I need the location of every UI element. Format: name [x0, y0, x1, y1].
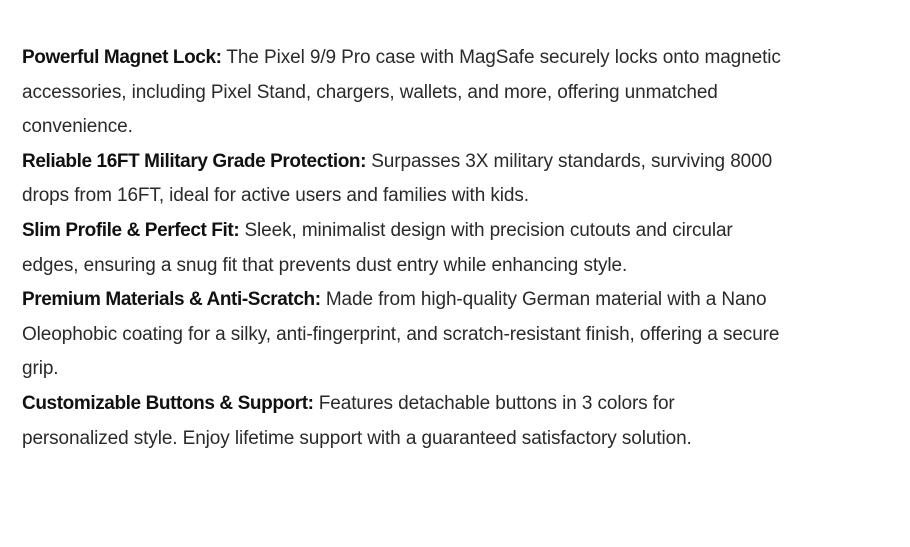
feature-item-magnet-lock — [22, 41, 782, 145]
feature-description: Made from high-quality German material with a Nano Oleophobic coating for a silky, anti-fingerprint, and scratch-resistant finish, offering a secure grip. — [22, 289, 780, 380]
feature-description: Features detachable buttons in 3 colors for personalized style. Enjoy lifetime support with a guaranteed satisfactory solution. — [22, 392, 692, 449]
feature-title: Powerful Magnet Lock: — [22, 47, 222, 68]
feature-item-buttons-support — [22, 387, 782, 456]
feature-title: Premium Materials & Anti-Scratch: — [22, 289, 321, 311]
feature-item-materials — [22, 283, 782, 387]
feature-description: The Pixel 9/9 Pro case with MagSafe securely locks onto magnetic accessories, including Pixel Stand, chargers, wallets, and more, offering unmatched convenience. — [22, 47, 781, 138]
feature-title: Reliable 16FT Military Grade Protection: — [22, 150, 367, 172]
feature-item-slim-fit — [22, 214, 782, 283]
feature-title: Slim Profile & Perfect Fit: — [22, 219, 240, 241]
feature-description: Surpasses 3X military standards, surviving 8000 drops from 16FT, ideal for active users and families with kids. — [22, 150, 773, 207]
feature-title: Customizable Buttons & Support: — [22, 392, 314, 414]
feature-description: Sleek, minimalist design with precision cutouts and circular edges, ensuring a snug fit that prevents dust entry while enhancing style. — [22, 219, 733, 276]
product-feature-list — [22, 41, 782, 456]
feature-item-protection — [22, 145, 782, 214]
